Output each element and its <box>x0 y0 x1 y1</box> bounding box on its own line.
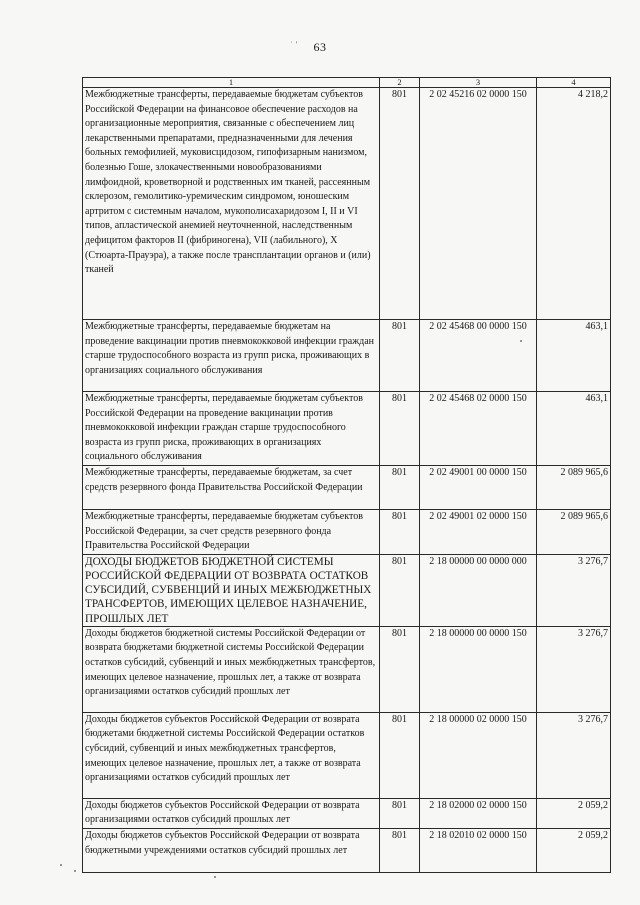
row-budget-code: 2 02 49001 00 0000 150 <box>420 465 537 509</box>
row-amount: 2 059,2 <box>537 828 611 872</box>
row-description: Межбюджетные трансферты, передаваемые бюджетам субъектов Российской Федерации на финансовое обеспечение расходов на организационные мероприятия, связанные с обеспечением лиц лекарственными препаратами, предназначенными для лечения больных гемофилией, муковисцидозом, гипофизарным нанизмом, болезнью Гоше, злокачественными новообразованиями лимфоидной, кроветворной и родственных им тканей, рассеянным склерозом, гемолитико-уремическим синдромом, юношеским артритом с системным началом, мукополисахаридозом I, II и VI типов, апластической анемией неуточненной, наследственным дефицитом факторов II (фибриногена), VII (лабильного), X (Стюарта-Прауэра), а также после трансплантации органов и (или) тканей <box>83 88 380 320</box>
column-number-row <box>83 78 611 88</box>
row-description: ДОХОДЫ БЮДЖЕТОВ БЮДЖЕТНОЙ СИСТЕМЫ РОССИЙСКОЙ ФЕДЕРАЦИИ ОТ ВОЗВРАТА ОСТАТКОВ СУБСИДИЙ, СУБВЕНЦИЙ И ИНЫХ МЕЖБЮДЖЕТНЫХ ТРАНСФЕРТОВ, ИМЕЮЩИХ ЦЕЛЕВОЕ НАЗНАЧЕНИЕ, ПРОШЛЫХ ЛЕТ <box>83 554 380 626</box>
row-description: Межбюджетные трансферты, передаваемые бюджетам, за счет средств резервного фонда Правительства Российской Федерации <box>83 465 380 509</box>
table-row <box>83 88 611 320</box>
row-description: Межбюджетные трансферты, передаваемые бюджетам субъектов Российской Федерации, за счет средств резервного фонда Правительства Российской Федерации <box>83 509 380 554</box>
row-admin-code: 801 <box>380 626 420 712</box>
row-description: Доходы бюджетов субъектов Российской Федерации от возврата бюджетными учреждениями остатков субсидий прошлых лет <box>83 828 380 872</box>
row-budget-code: 2 02 49001 02 0000 150 <box>420 509 537 554</box>
row-admin-code: 801 <box>380 828 420 872</box>
row-amount: 463,1 <box>537 392 611 466</box>
row-description: Межбюджетные трансферты, передаваемые бюджетам субъектов Российской Федерации на проведение вакцинации против пневмококковой инфекции граждан старше трудоспособного возраста из групп риска, проживающих в организациях социального обслуживания <box>83 392 380 466</box>
row-admin-code: 801 <box>380 509 420 554</box>
row-description: Доходы бюджетов субъектов Российской Федерации от возврата бюджетами бюджетной системы Российской Федерации остатков субсидий, субвенций и иных межбюджетных трансфертов, имеющих целевое назначение, прошлых лет, а также от возврата организациями остатков субсидий прошлых лет <box>83 712 380 798</box>
row-budget-code: 2 18 02000 02 0000 150 <box>420 798 537 828</box>
column-header-3: 3 <box>420 78 537 88</box>
table-row-section-heading <box>83 554 611 626</box>
table-row <box>83 798 611 828</box>
row-budget-code: 2 18 02010 02 0000 150 <box>420 828 537 872</box>
scan-speck <box>520 340 522 342</box>
row-budget-code: 2 02 45468 00 0000 150 <box>420 320 537 392</box>
row-admin-code: 801 <box>380 712 420 798</box>
scan-marks: ˙ ′ <box>290 40 298 49</box>
scan-speck <box>74 870 76 872</box>
table-row <box>83 626 611 712</box>
column-header-4: 4 <box>537 78 611 88</box>
row-budget-code: 2 02 45216 02 0000 150 <box>420 88 537 320</box>
page-number-text: 63 <box>313 40 327 54</box>
row-admin-code: 801 <box>380 465 420 509</box>
row-amount: 2 089 965,6 <box>537 509 611 554</box>
row-admin-code: 801 <box>380 320 420 392</box>
scan-speck <box>214 876 216 878</box>
row-amount: 3 276,7 <box>537 626 611 712</box>
row-budget-code: 2 18 00000 02 0000 150 <box>420 712 537 798</box>
row-description: Межбюджетные трансферты, передаваемые бюджетам на проведение вакцинации против пневмококковой инфекции граждан старше трудоспособного возраста из групп риска, проживающих в организациях социального обслуживания <box>83 320 380 392</box>
revenue-table <box>82 77 611 873</box>
scan-speck <box>60 864 62 866</box>
row-budget-code: 2 18 00000 00 0000 150 <box>420 626 537 712</box>
column-header-2: 2 <box>380 78 420 88</box>
row-admin-code: 801 <box>380 554 420 626</box>
row-amount: 4 218,2 <box>537 88 611 320</box>
row-amount: 2 059,2 <box>537 798 611 828</box>
table-row <box>83 320 611 392</box>
column-header-1: 1 <box>83 78 380 88</box>
table-row <box>83 392 611 466</box>
page-number <box>0 40 640 55</box>
row-budget-code: 2 18 00000 00 0000 000 <box>420 554 537 626</box>
table-row <box>83 509 611 554</box>
table-row <box>83 828 611 872</box>
row-amount: 2 089 965,6 <box>537 465 611 509</box>
row-amount: 3 276,7 <box>537 712 611 798</box>
row-amount: 3 276,7 <box>537 554 611 626</box>
row-description: Доходы бюджетов бюджетной системы Российской Федерации от возврата бюджетами бюджетной системы Российской Федерации остатков субсидий, субвенций и иных межбюджетных трансфертов, имеющих целевое назначение, прошлых лет, а также от возврата организациями остатков субсидий прошлых лет <box>83 626 380 712</box>
row-description: Доходы бюджетов субъектов Российской Федерации от возврата организациями остатков субсидий прошлых лет <box>83 798 380 828</box>
row-admin-code: 801 <box>380 88 420 320</box>
row-admin-code: 801 <box>380 392 420 466</box>
row-budget-code: 2 02 45468 02 0000 150 <box>420 392 537 466</box>
table-row <box>83 465 611 509</box>
table-row <box>83 712 611 798</box>
row-amount: 463,1 <box>537 320 611 392</box>
row-admin-code: 801 <box>380 798 420 828</box>
